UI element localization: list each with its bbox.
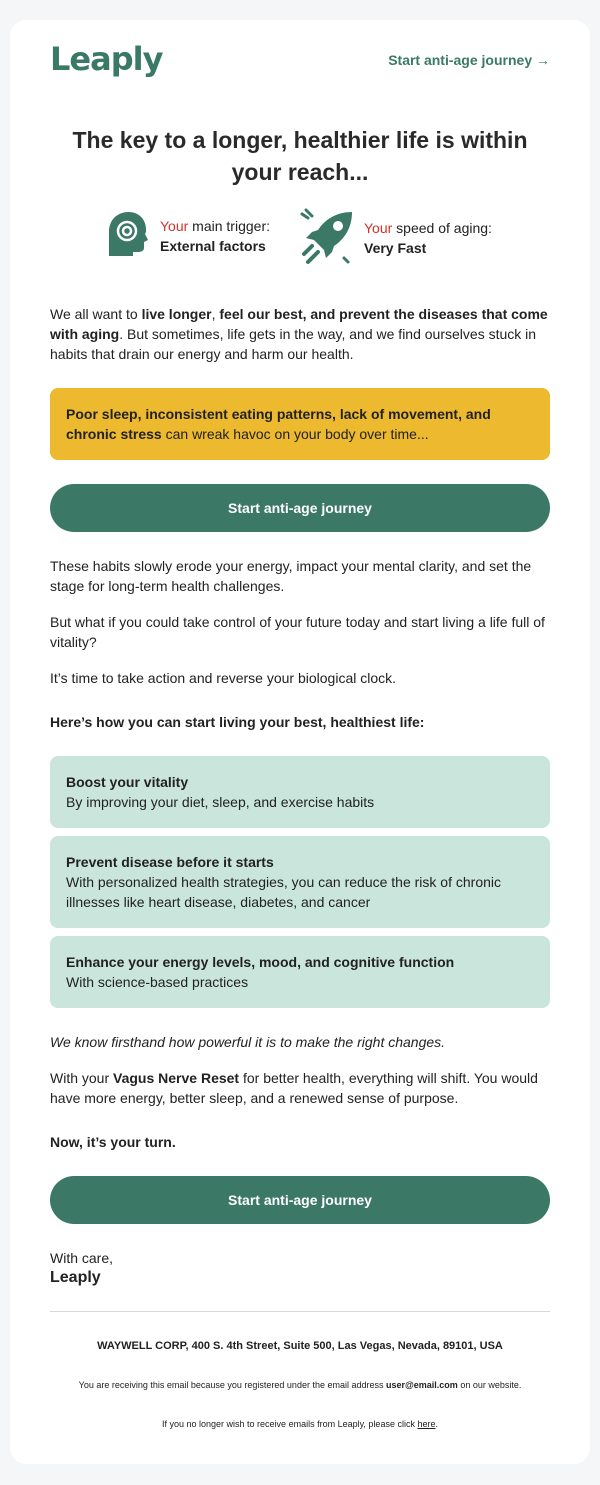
stat-speed xyxy=(364,218,492,258)
closing-italic: We know firsthand how powerful it is to make the right changes. xyxy=(50,1034,446,1050)
head-spiral-icon xyxy=(105,210,149,258)
footer-divider xyxy=(50,1311,550,1312)
closing-bold: Vagus Nerve Reset xyxy=(113,1070,240,1086)
stat-trigger-value: External factors xyxy=(160,238,266,254)
benefit-desc: With science-based practices xyxy=(66,974,249,990)
benefit-title: Boost your vitality xyxy=(66,774,189,790)
unsubscribe-text: If you no longer wish to receive emails from Leaply, please click xyxy=(162,1419,418,1429)
closing-text: With your xyxy=(50,1070,114,1086)
intro-bold: feel our best, and prevent the diseases that come with aging xyxy=(50,306,548,342)
callout-bold: Poor sleep, inconsistent eating patterns, lack of movement, and chronic stress xyxy=(66,406,491,442)
intro-text: We all want to xyxy=(50,306,142,322)
benefits-heading: Here’s how you can start living your best, healthiest life: xyxy=(50,714,425,730)
benefit-desc: By improving your diet, sleep, and exercise habits xyxy=(66,794,375,810)
cta-button-1[interactable]: Start anti-age journey xyxy=(50,484,550,532)
intro-text: , xyxy=(211,306,220,322)
footer-notice xyxy=(50,1380,550,1390)
footer-email: user@email.com xyxy=(386,1380,458,1390)
stat-trigger xyxy=(160,216,270,256)
benefit-card xyxy=(50,936,550,1008)
stat-speed-value: Very Fast xyxy=(364,240,427,256)
body-paragraph: These habits slowly erode your energy, impact your mental clarity, and set the stage for long-term health challenges. xyxy=(50,558,532,594)
headline: The key to a longer, healthier life is within your reach... xyxy=(72,127,528,185)
unsubscribe-link[interactable]: here xyxy=(417,1419,436,1429)
start-journey-link[interactable]: Start anti-age journey → xyxy=(388,52,550,68)
benefit-card xyxy=(50,756,550,828)
logo[interactable]: Leaply xyxy=(50,40,163,78)
footer-unsubscribe xyxy=(50,1419,550,1429)
closing-turn: Now, it’s your turn. xyxy=(50,1134,176,1150)
footer-address: WAYWELL CORP, 400 S. 4th Street, Suite 500, Las Vegas, Nevada, 89101, USA xyxy=(97,1340,503,1352)
unsubscribe-text: . xyxy=(435,1419,438,1429)
footer-notice-text: on our website. xyxy=(457,1380,522,1390)
benefit-title: Prevent disease before it starts xyxy=(66,854,274,870)
intro-paragraph xyxy=(50,304,550,364)
body-paragraph: But what if you could take control of your future today and start living a life full of vitality? xyxy=(50,614,545,650)
benefit-desc: With personalized health strategies, you can reduce the risk of chronic illnesses like heart disease, diabetes, and cancer xyxy=(66,874,502,910)
stat-trigger-label: main trigger: xyxy=(188,218,270,234)
closing-paragraph xyxy=(50,1068,550,1108)
benefit-card xyxy=(50,836,550,928)
intro-bold: live longer xyxy=(141,306,212,322)
stat-speed-prefix: Your xyxy=(364,220,393,236)
signoff: With care, xyxy=(50,1250,114,1266)
stat-speed-label: speed of aging: xyxy=(392,220,492,236)
callout-box xyxy=(50,388,550,460)
stat-trigger-prefix: Your xyxy=(160,218,189,234)
closing-text: for better health, everything will shift. You would have more energy, better sleep, and a renewed sense of purpose. xyxy=(50,1070,538,1106)
footer-notice-text: You are receiving this email because you registered under the email address xyxy=(78,1380,386,1390)
rocket-icon xyxy=(298,208,356,266)
intro-text: . But sometimes, life gets in the way, and we find ourselves stuck in habits that drain our energy and harm our health. xyxy=(50,326,537,362)
signature: Leaply xyxy=(50,1269,101,1286)
callout-text: can wreak havoc on your body over time... xyxy=(161,426,429,442)
cta-button-2[interactable]: Start anti-age journey xyxy=(50,1176,550,1224)
benefit-title: Enhance your energy levels, mood, and cognitive function xyxy=(66,954,455,970)
body-paragraph: It’s time to take action and reverse your biological clock. xyxy=(50,670,397,686)
